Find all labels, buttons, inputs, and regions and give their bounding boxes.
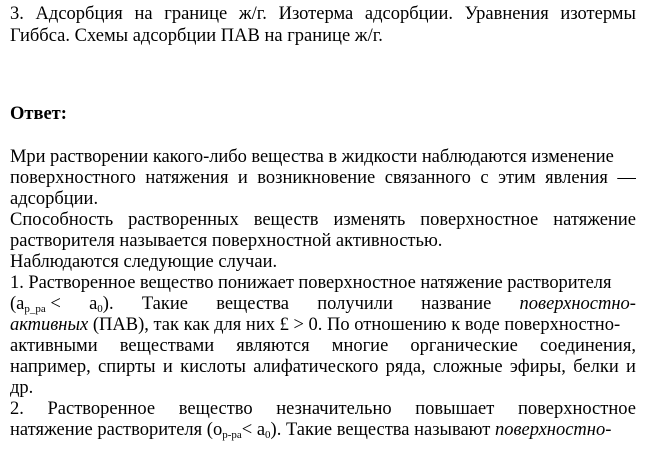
p2-word: поверхностное — [420, 210, 539, 230]
p4-line-6: др. — [10, 378, 34, 398]
p5-word: незначительно — [276, 399, 392, 419]
p4-line-3 — [10, 314, 636, 336]
question-word: адсорбции. — [364, 4, 453, 24]
p4-word: соединения, — [539, 336, 636, 356]
p1-word: с — [480, 168, 489, 188]
p4-word: органические — [410, 336, 518, 356]
p4-word: сложные — [433, 357, 503, 377]
p4-word: вещества — [216, 294, 289, 314]
p4-word: спирты — [98, 357, 156, 377]
p5-line-1 — [10, 398, 636, 420]
p1-word: явления — [545, 168, 608, 188]
p1-word: связанного — [384, 168, 471, 188]
p3-line-1: Наблюдаются следующие случаи. — [10, 252, 278, 272]
p4-italic-term: поверхностно- — [519, 294, 636, 314]
formula-a-rpa: ($a_{р\_ра}$ < — [10, 294, 61, 315]
p2-word: изменять — [333, 210, 406, 230]
p4-word: например, — [10, 357, 91, 377]
question-word: Изотерма — [278, 4, 354, 24]
p5-word: повышает — [415, 399, 495, 419]
formula-a0: $a_0$). — [89, 294, 114, 315]
question-word: изотермы — [560, 4, 636, 24]
question-word: Адсорбция — [35, 4, 123, 24]
p4-word: многие — [331, 336, 389, 356]
p4-line-2 — [10, 293, 636, 315]
answer-heading: Ответ: — [10, 104, 67, 124]
p4-line-3-rest: (ПАВ), так как для них £ > 0. По отношению к воде поверхностно- — [88, 315, 621, 335]
p1-word: поверхностного — [10, 168, 136, 188]
p4-word: и — [626, 357, 636, 377]
p2-word: веществ — [253, 210, 319, 230]
p4-word: название — [421, 294, 492, 314]
p4-line-4 — [10, 335, 636, 357]
p4-line-5 — [10, 356, 636, 378]
p4-word: веществами — [119, 336, 215, 356]
p5-line-2: натяжение растворителя $(o_{р-ра}< a_0)$. Такие вещества называют поверхностно- — [10, 420, 612, 441]
p5-word: вещество — [178, 399, 253, 419]
question-word: 3. — [10, 4, 24, 24]
p4-word: Такие — [141, 294, 188, 314]
p5-italic-term: поверхностно- — [494, 420, 612, 440]
p5-word: Растворенное — [47, 399, 156, 419]
question-word: ж/г. — [238, 4, 267, 24]
p1-line-3: адсорбции. — [10, 189, 99, 209]
p4-italic-term-cont: активных — [10, 315, 89, 335]
p1-line-1: Мри растворении какого-либо вещества в жидкости наблюдаются изменение — [10, 147, 614, 167]
p1-word: и — [237, 168, 248, 188]
p4-word: получили — [317, 294, 393, 314]
p4-word: являются — [236, 336, 310, 356]
p1-word: натяжения — [145, 168, 229, 188]
p4-word: кислоты — [180, 357, 246, 377]
p4-word: алифатического — [253, 357, 379, 377]
p1-word: этим — [498, 168, 536, 188]
p2-word: Способность — [10, 210, 114, 230]
question-word: Уравнения — [464, 4, 549, 24]
p5-word: 2. — [10, 399, 24, 419]
question-word: границе — [164, 4, 228, 24]
p2-word: растворенных — [128, 210, 239, 230]
p1-word: возникновение — [257, 168, 376, 188]
p4-word: ряда, — [385, 357, 426, 377]
p4-word: эфиры, — [509, 357, 566, 377]
p2-line-1 — [10, 209, 636, 231]
p4-word: активными — [10, 336, 98, 356]
p1-word: — — [617, 168, 636, 188]
question-word: на — [134, 4, 153, 24]
p4-word: и — [162, 357, 173, 377]
formula-o-rpa: $o_{р-ра}< a_0$ — [212, 420, 271, 441]
p4-line-1: 1. Растворенное вещество понижает поверхностное натяжение растворителя — [10, 273, 612, 293]
p2-word: натяжение — [553, 210, 636, 230]
p4-word: белки — [573, 357, 619, 377]
question-line-1 — [10, 3, 636, 25]
p1-line-2 — [10, 167, 636, 189]
question-line-2: Гиббса. Схемы адсорбции ПАВ на границе ж/г. — [10, 26, 383, 46]
p5-word: поверхностное — [517, 399, 636, 419]
p2-line-2: растворителя называется поверхностной активностью. — [10, 231, 443, 251]
